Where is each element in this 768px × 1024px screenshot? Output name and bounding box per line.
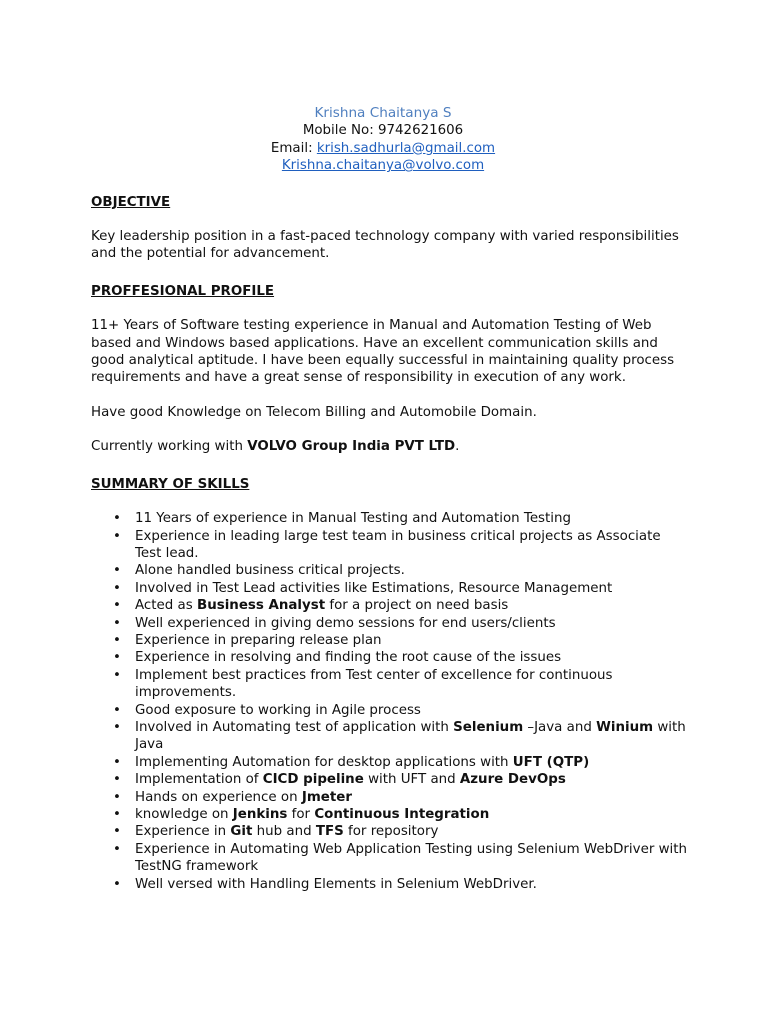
mobile-line bbox=[91, 122, 675, 139]
skill-text: –Java and bbox=[523, 719, 597, 735]
skill-keyword: Selenium bbox=[453, 719, 524, 735]
skill-item bbox=[91, 597, 691, 614]
skill-text: Experience in leading large test team in business critical projects as Associate Test lead. bbox=[135, 528, 661, 561]
mobile-label: Mobile No: bbox=[302, 123, 378, 139]
bullet-icon: • bbox=[113, 615, 121, 631]
skill-text: hub and bbox=[252, 824, 316, 840]
current-employer-prefix: Currently working with bbox=[91, 439, 248, 455]
skill-text: Good exposure to working in Agile process bbox=[135, 702, 421, 718]
skill-text: Implementing Automation for desktop applications with bbox=[135, 754, 513, 770]
profile-paragraph-3 bbox=[91, 438, 691, 455]
skill-text: Involved in Test Lead activities like Estimations, Resource Management bbox=[135, 580, 613, 596]
email-link-work[interactable]: Krishna.chaitanya@volvo.com bbox=[281, 158, 485, 174]
skill-text: Implement best practices from Test center of excellence for continuous improvements. bbox=[135, 667, 613, 701]
skill-keyword: TFS bbox=[315, 824, 344, 840]
skill-item bbox=[91, 806, 691, 823]
skill-text: 11 Years of experience in Manual Testing and Automation Testing bbox=[135, 511, 571, 527]
profile-heading: PROFFESIONAL PROFILE bbox=[91, 283, 275, 299]
bullet-icon: • bbox=[113, 807, 121, 822]
bullet-icon: • bbox=[113, 650, 121, 666]
skill-item bbox=[91, 580, 691, 597]
skills-heading: SUMMARY OF SKILLS bbox=[91, 476, 250, 492]
skill-text: Experience in bbox=[135, 824, 231, 840]
profile-paragraph-1: 11+ Years of Software testing experience in Manual and Automation Testing of Web based and Windows based applications. Have an excellent communication skills and good analytical aptitude. I have been equally successful in maintaining quality process requirements and have a great sense of responsibility in execution of any work. bbox=[91, 318, 675, 386]
bullet-icon: • bbox=[113, 528, 121, 544]
profile-paragraph-2: Have good Knowledge on Telecom Billing and Automobile Domain. bbox=[91, 404, 537, 420]
mobile-number: 9742621606 bbox=[377, 123, 464, 139]
skill-text: with Java bbox=[135, 719, 686, 753]
email-label: Email: bbox=[270, 140, 317, 156]
skill-item bbox=[91, 876, 691, 893]
bullet-icon: • bbox=[113, 563, 121, 579]
current-employer-suffix: . bbox=[455, 439, 460, 455]
skill-text: Well versed with Handling Elements in Selenium WebDriver. bbox=[135, 876, 537, 892]
objective-text: Key leadership position in a fast-paced technology company with varied responsibilities and the potential for advancement. bbox=[91, 229, 679, 262]
skill-text: Acted as bbox=[135, 598, 197, 614]
resume-page bbox=[91, 105, 691, 893]
email-link-personal[interactable]: krish.sadhurla@gmail.com bbox=[316, 140, 496, 156]
skill-item bbox=[91, 841, 691, 876]
skill-text: Hands on experience on bbox=[135, 789, 302, 805]
skill-item bbox=[91, 702, 691, 719]
bullet-icon: • bbox=[113, 754, 121, 770]
bullet-icon: • bbox=[113, 580, 121, 596]
skill-item bbox=[91, 615, 691, 632]
skill-item bbox=[91, 719, 691, 754]
bullet-icon: • bbox=[113, 702, 121, 718]
skill-text: for repository bbox=[343, 824, 439, 840]
skill-keyword: CICD pipeline bbox=[262, 772, 364, 788]
bullet-icon: • bbox=[113, 719, 121, 735]
bullet-icon: • bbox=[113, 598, 121, 614]
skill-keyword: Winium bbox=[596, 719, 654, 735]
skill-text: Well experienced in giving demo sessions for end users/clients bbox=[135, 615, 556, 631]
skill-text: for bbox=[287, 807, 315, 822]
bullet-icon: • bbox=[113, 876, 121, 892]
skill-text: Experience in preparing release plan bbox=[135, 632, 382, 648]
skill-keyword: Jmeter bbox=[301, 789, 352, 805]
skill-text: Implementation of bbox=[135, 772, 263, 788]
skill-keyword: UFT (QTP) bbox=[512, 754, 590, 770]
current-employer: VOLVO Group India PVT LTD bbox=[247, 439, 456, 455]
skill-keyword: Continuous Integration bbox=[314, 807, 490, 822]
skill-text: Experience in Automating Web Application Testing using Selenium WebDriver with TestNG framework bbox=[135, 841, 687, 875]
skill-keyword: Azure DevOps bbox=[459, 772, 566, 788]
bullet-icon: • bbox=[113, 511, 121, 527]
skill-keyword: Business Analyst bbox=[196, 598, 326, 614]
skills-list bbox=[91, 510, 691, 893]
bullet-icon: • bbox=[113, 824, 121, 840]
skill-item bbox=[91, 632, 691, 649]
skill-item bbox=[91, 667, 691, 702]
contact-header bbox=[91, 105, 675, 175]
skill-item bbox=[91, 823, 691, 840]
skill-text: with UFT and bbox=[363, 772, 460, 788]
skill-item bbox=[91, 649, 691, 666]
skill-text: for a project on need basis bbox=[325, 598, 509, 614]
skill-keyword: Git bbox=[230, 824, 253, 840]
skill-item bbox=[91, 771, 691, 788]
skill-text: Involved in Automating test of application with bbox=[135, 719, 454, 735]
skill-item bbox=[91, 754, 691, 771]
email-line-work bbox=[91, 157, 675, 174]
objective-heading: OBJECTIVE bbox=[91, 194, 171, 210]
candidate-name: Krishna Chaitanya S bbox=[314, 105, 452, 121]
skill-text: Experience in resolving and finding the root cause of the issues bbox=[135, 650, 562, 666]
skill-item bbox=[91, 528, 691, 563]
skill-keyword: Jenkins bbox=[232, 807, 288, 822]
bullet-icon: • bbox=[113, 789, 121, 805]
bullet-icon: • bbox=[113, 632, 121, 648]
email-line bbox=[91, 140, 675, 157]
bullet-icon: • bbox=[113, 841, 121, 857]
bullet-icon: • bbox=[113, 667, 121, 683]
bullet-icon: • bbox=[113, 772, 121, 788]
skill-text: Alone handled business critical projects. bbox=[135, 563, 405, 579]
skill-text: knowledge on bbox=[135, 807, 233, 822]
skill-item bbox=[91, 562, 691, 579]
skill-item bbox=[91, 510, 691, 527]
skill-item bbox=[91, 789, 691, 806]
